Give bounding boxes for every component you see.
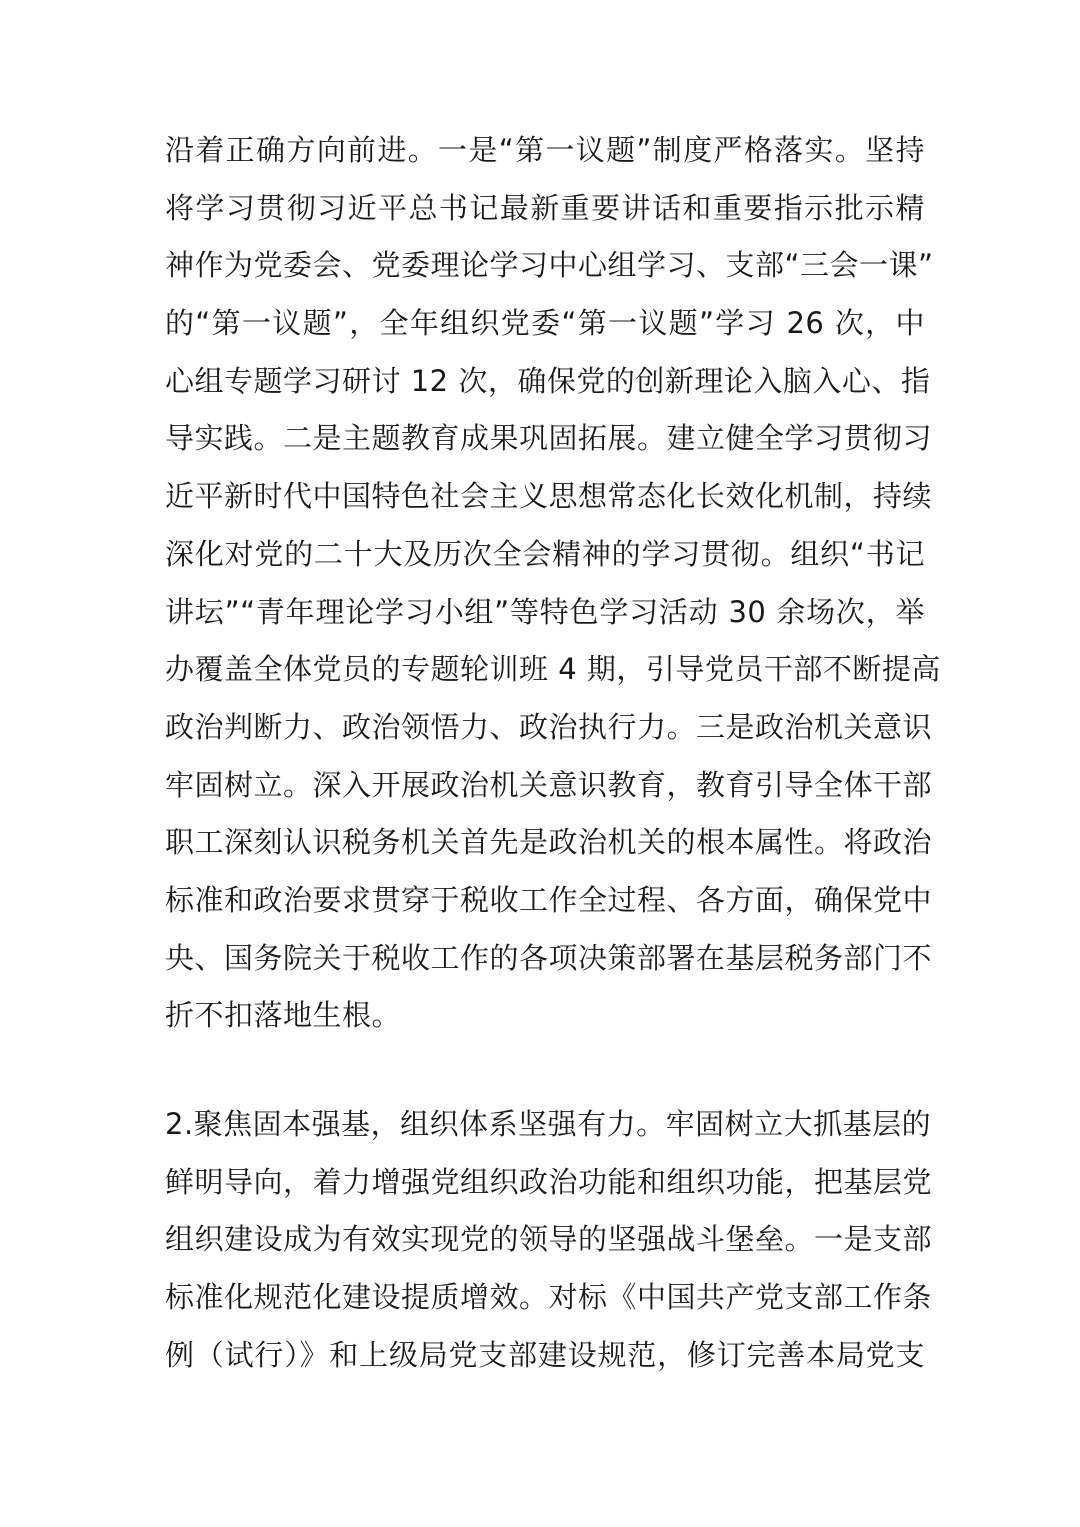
paragraph-2 (165, 1096, 933, 1384)
text-line: 职工深刻认识税务机关首先是政治机关的根本属性。将政治 (165, 825, 933, 860)
text-line: 近平新时代中国特色社会主义思想常态化长效化机制，持续 (165, 479, 933, 514)
text-line: 例（试行）》和上级局党支部建设规范，修订完善本局党支 (165, 1337, 925, 1372)
text-line: 2.聚焦固本强基，组织体系坚强有力。牢固树立大抓基层的 (165, 1107, 932, 1141)
text-line: 标准化规范化建设提质增效。对标《中国共产党支部工作条 (165, 1280, 933, 1315)
paragraph-1 (165, 122, 941, 1045)
text-line: 心组专题学习研讨 12 次，确保党的创新理论入脑入心、指 (165, 363, 931, 398)
text-line: 政治判断力、政治领悟力、政治执行力。三是政治机关意识 (165, 709, 933, 744)
text-line: 将学习贯彻习近平总书记最新重要讲话和重要指示批示精 (165, 190, 925, 225)
text-line: 深化对党的二十大及历次全会精神的学习贯彻。组织“书记 (165, 536, 925, 571)
text-line: 办覆盖全体党员的专题轮训班 4 期，引导党员干部不断提高 (165, 652, 941, 687)
text-line: 牢固树立。深入开展政治机关意识教育，教育引导全体干部 (165, 767, 933, 802)
text-line: 的“第一议题”，全年组织党委“第一议题”学习 26 次，中 (165, 306, 925, 341)
text-line: 导实践。二是主题教育成果巩固拓展。建立健全学习贯彻习 (165, 421, 933, 456)
text-line: 折不扣落地生根。 (165, 998, 402, 1033)
text-line: 沿着正确方向前进。一是“第一议题”制度严格落实。坚持 (165, 133, 925, 167)
text-line: 央、国务院关于税收工作的各项决策部署在基层税务部门不 (165, 940, 933, 975)
text-line: 神作为党委会、党委理论学习中心组学习、支部“三会一课” (165, 248, 934, 283)
text-line: 鲜明导向，着力增强党组织政治功能和组织功能，把基层党 (165, 1164, 933, 1199)
text-line: 标准和政治要求贯穿于税收工作全过程、各方面，确保党中 (165, 882, 933, 917)
text-line: 组织建设成为有效实现党的领导的坚强战斗堡垒。一是支部 (165, 1222, 933, 1257)
text-line: 讲坛”“青年理论学习小组”等特色学习活动 30 余场次，举 (165, 594, 925, 629)
